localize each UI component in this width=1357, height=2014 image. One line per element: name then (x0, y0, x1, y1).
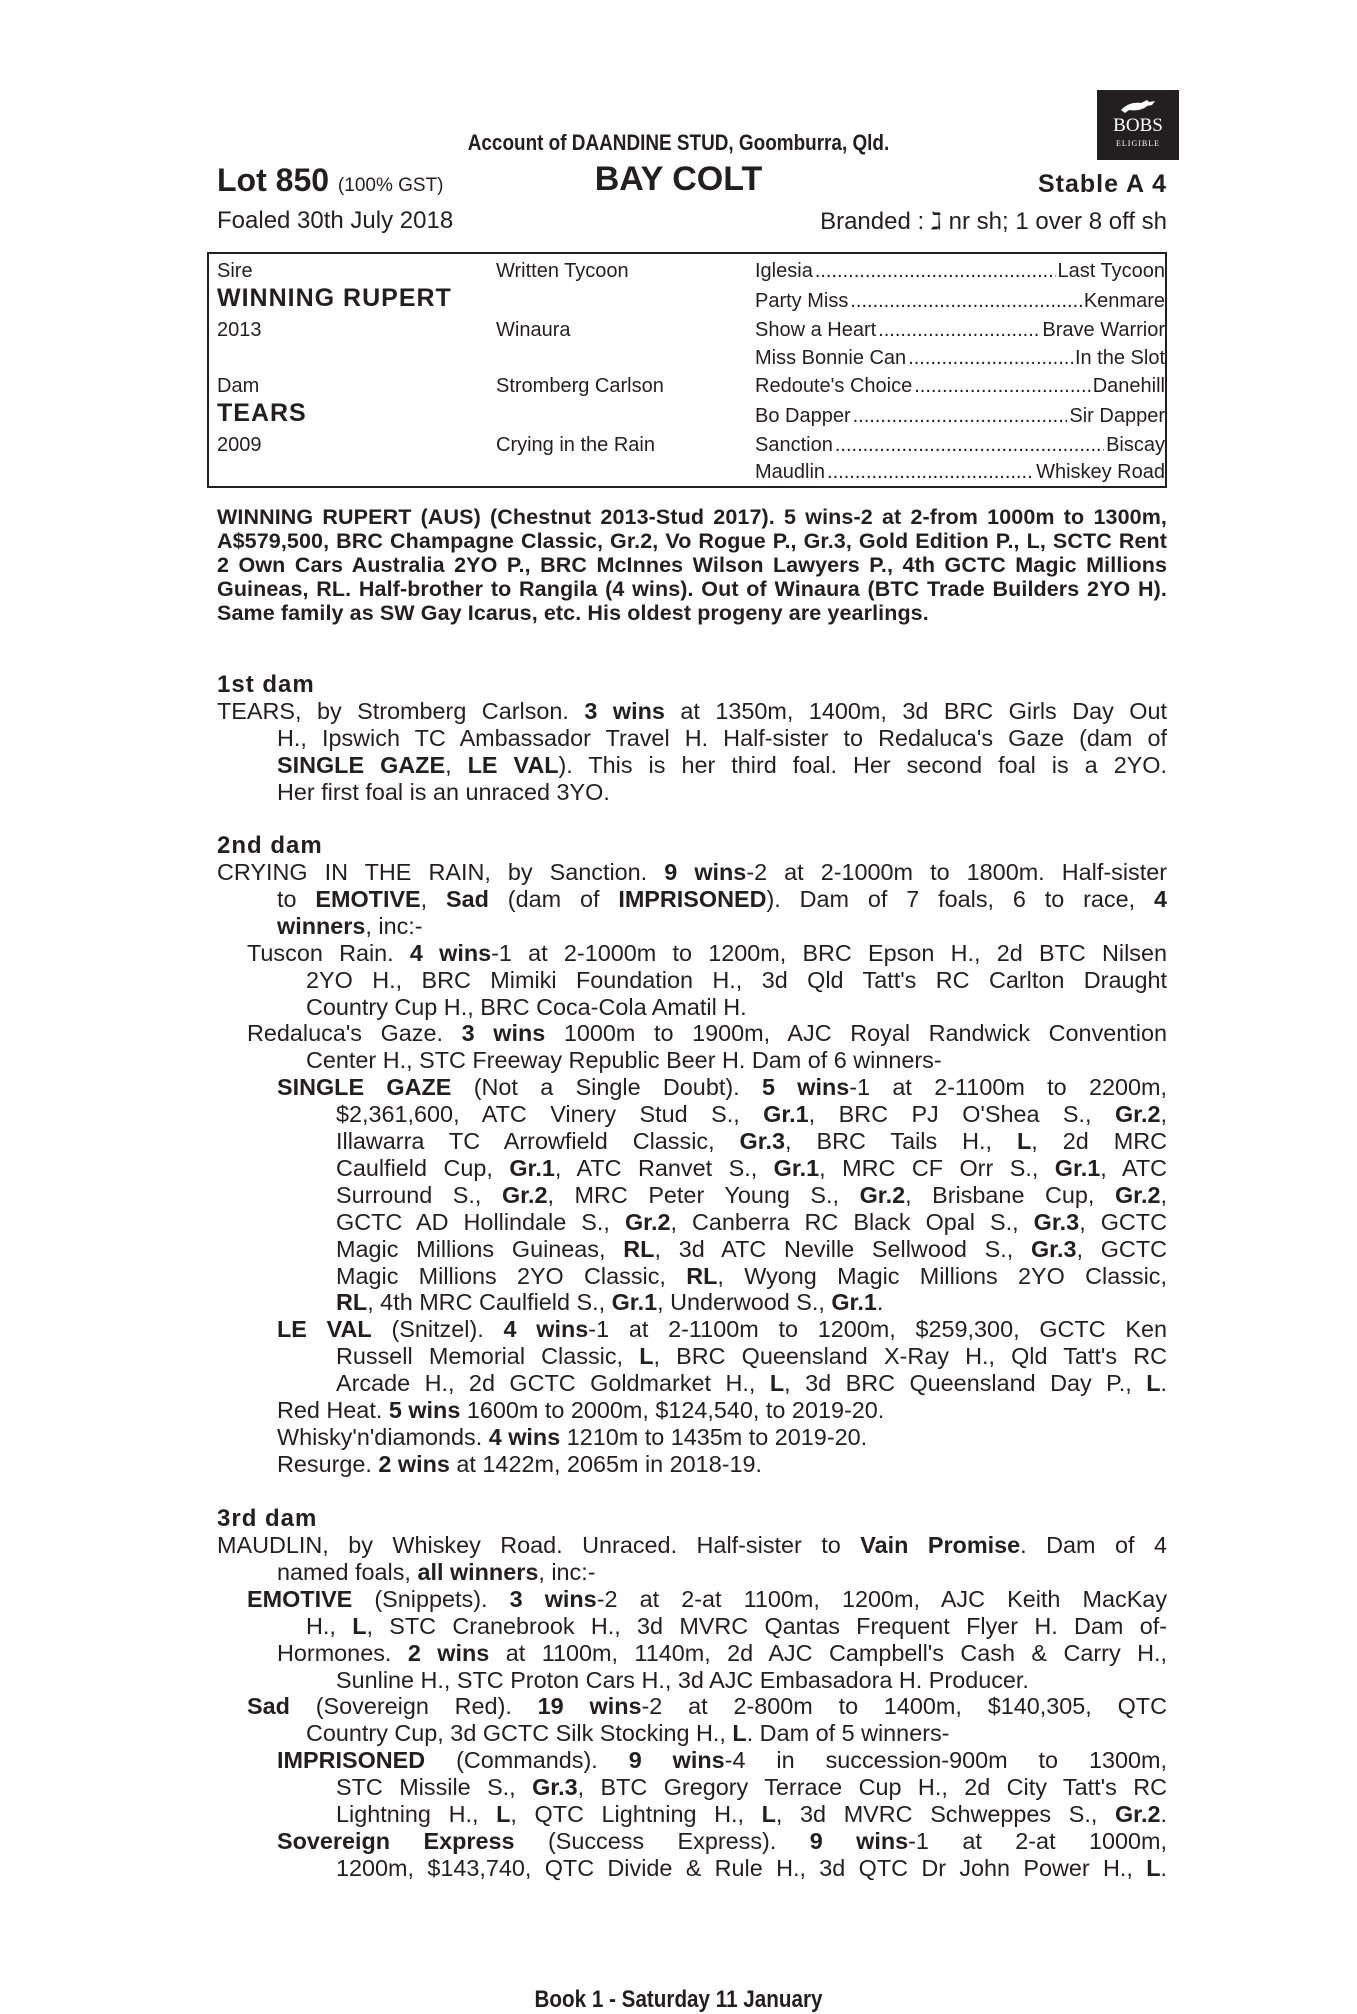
text-run: H., (306, 1612, 353, 1639)
bold-run: L (639, 1343, 654, 1370)
text-run: Surround S., (336, 1181, 502, 1208)
text-line (277, 913, 1167, 940)
bold-run: LE VAL (277, 1316, 372, 1343)
text-line (336, 1855, 1167, 1882)
text-line (217, 1532, 1167, 1559)
text-line (336, 1801, 1167, 1828)
text-line (306, 1720, 1167, 1747)
bold-run: Vain Promise (860, 1532, 1021, 1558)
pedigree-g2-row (755, 347, 1165, 369)
sire-summary: WINNING RUPERT (AUS) (Chestnut 2013-Stud 2017). 5 wins-2 at 2-from 1000m to 1300m, A$579,500, BRC Champagne Classic, Gr.2, Vo Rogue P., Gr.3, Gold Edition P., L, SCTC Rent 2 Own Cars Australia 2YO P., BRC McInnes Wilson Lawyers P., 4th GCTC Magic Millions Guineas, RL. Half-brother to Rangila (4 wins). Out of Winaura (BTC Trade Builders 2YO H). Same family as SW Gay Icarus, etc. His oldest progeny are yearlings. (217, 505, 1167, 625)
bold-run: 3 wins (461, 1020, 546, 1047)
pedigree-g1-1: Winaura (496, 319, 571, 341)
text-run: -1 at 2-at 1000m, (908, 1827, 1167, 1854)
text-run: 2YO H., BRC Mimiki Foundation H., 3d Qld Tatt's RC Carlton Draught (306, 966, 1167, 993)
text-run: -2 at 2-at 1100m, 1200m, AJC Keith MacKay (596, 1585, 1168, 1612)
g2-sire: Kenmare (1083, 290, 1165, 312)
bold-run: L (769, 1370, 785, 1397)
text-line (336, 1667, 1167, 1694)
bold-run: all winners (417, 1558, 539, 1585)
text-line (217, 859, 1167, 886)
text-line (277, 1747, 1167, 1774)
brand-marks: Branded : ℷ nr sh; 1 over 8 off sh (820, 208, 1167, 235)
horse-icon (1119, 98, 1157, 114)
g2-dam: Bo Dapper (755, 405, 851, 427)
text-run: , Wyong Magic Millions 2YO Classic, (717, 1262, 1167, 1289)
text-run: -2 at 2-1000m to 1800m. Half-sister (746, 859, 1168, 885)
text-run: Sunline H., STC Proton Cars H., 3d AJC Embasadora H. Producer. (336, 1666, 1029, 1693)
g2-dam: Iglesia (755, 260, 813, 282)
text-line (277, 1640, 1167, 1667)
bold-run: L (732, 1720, 747, 1747)
text-run: , Underwood S., (657, 1289, 832, 1316)
text-line (247, 1693, 1167, 1720)
text-run: (dam of (488, 885, 619, 912)
text-run: -1 at 2-1100m to 2200m, (849, 1074, 1167, 1101)
g2-dam: Maudlin (755, 461, 826, 483)
text-run: , inc:- (365, 912, 423, 939)
text-run: TEARS, by Stromberg Carlson. (217, 698, 585, 724)
text-run: . Dam of 5 winners- (746, 1720, 950, 1747)
text-run: , 3d BRC Queensland Day P., (784, 1370, 1147, 1397)
text-run: Center H., STC Freeway Republic Beer H. Dam of 6 winners- (306, 1047, 942, 1074)
bold-run: Gr.1 (611, 1289, 658, 1316)
text-run: (Sovereign Red). (289, 1693, 538, 1720)
text-run: , GCTC (1079, 1208, 1167, 1235)
text-line (336, 1263, 1167, 1290)
text-line (336, 1155, 1167, 1182)
bold-run: EMOTIVE (315, 885, 421, 912)
bold-run: 9 wins (809, 1827, 909, 1854)
g2-dam: Miss Bonnie Can (755, 347, 907, 369)
bold-run: 4 wins (503, 1316, 589, 1343)
text-run: , ATC Ranvet S., (554, 1154, 774, 1181)
text-run: Her first foal is an unraced 3YO. (277, 778, 610, 805)
text-run: , STC Cranebrook H., 3d MVRC Qantas Frequent Flyer H. Dam of- (366, 1612, 1167, 1639)
text-run: , Brisbane Cup, (905, 1181, 1115, 1208)
text-run: -4 in succession-900m to 1300m, (724, 1747, 1167, 1774)
text-run: Whisky'n'diamonds. (277, 1423, 489, 1450)
bold-run: L (1146, 1854, 1161, 1881)
pedigree-g2-row (755, 405, 1165, 427)
text-run: , (420, 885, 447, 912)
bold-run: Gr.2 (1114, 1101, 1161, 1128)
text-line (277, 1424, 1167, 1451)
bold-run: Gr.2 (1114, 1801, 1161, 1827)
bold-run: 9 wins (628, 1747, 725, 1774)
text-line (336, 1128, 1167, 1155)
text-line (336, 1343, 1167, 1370)
text-run: , 4th MRC Caulfield S., (367, 1289, 612, 1316)
text-run: , BTC Gregory Terrace Cup H., 2d City Tatt's RC (577, 1774, 1167, 1801)
text-line (277, 1559, 1167, 1586)
bold-run: Gr.1 (773, 1154, 820, 1181)
text-run: , BRC Queensland X-Ray H., Qld Tatt's RC (653, 1343, 1167, 1370)
g2-dam: Redoute's Choice (755, 375, 913, 397)
text-run: STC Missile S., (336, 1774, 533, 1801)
text-run: , (1160, 1181, 1167, 1208)
bold-run: 4 wins (409, 939, 492, 966)
bold-run: 2 wins (378, 1450, 450, 1477)
text-run: Magic Millions 2YO Classic, (336, 1262, 687, 1289)
stable-location: Stable A 4 (1037, 170, 1167, 198)
text-run: . (1160, 1854, 1167, 1881)
bold-run: Sad (247, 1693, 290, 1720)
bold-run: 3 wins (584, 698, 665, 724)
text-run: Lightning H., (336, 1801, 497, 1827)
text-run: , ATC (1100, 1154, 1168, 1181)
text-line (336, 1289, 1167, 1316)
pedigree-g1-3: Crying in the Rain (496, 434, 655, 456)
text-run: (Success Express). (514, 1827, 810, 1854)
text-line (277, 1828, 1167, 1855)
logo-text: BOBS (1113, 115, 1163, 136)
bold-run: Gr.1 (509, 1154, 555, 1181)
bold-run: 3 wins (509, 1585, 597, 1612)
dam-year: 2009 (217, 434, 262, 456)
text-run: Russell Memorial Classic, (336, 1343, 640, 1370)
text-run: , BRC Tails H., (785, 1128, 1017, 1154)
bold-run: Gr.1 (763, 1101, 809, 1128)
bold-run: Gr.2 (859, 1181, 906, 1208)
text-line (336, 1182, 1167, 1209)
bold-run: L (1017, 1128, 1032, 1154)
bold-run: SINGLE GAZE (277, 751, 446, 778)
text-run: -2 at 2-800m to 1400m, $140,305, QTC (641, 1693, 1167, 1720)
bold-run: IMPRISONED (618, 885, 767, 912)
horse-description: BAY COLT (594, 160, 763, 198)
text-run: CRYING IN THE RAIN, by Sanction. (217, 859, 665, 885)
foaling-date: Foaled 30th July 2018 (217, 207, 454, 234)
text-line (277, 725, 1167, 752)
text-run: Caulfield Cup, (336, 1154, 510, 1181)
text-run: , inc:- (538, 1558, 596, 1585)
g2-dam: Party Miss (755, 290, 849, 312)
sire-label: Sire (217, 260, 253, 282)
pedigree-g1-0: Written Tycoon (496, 260, 629, 282)
text-run: (Commands). (425, 1747, 629, 1774)
g2-sire: Brave Warrior (1042, 319, 1165, 341)
text-run: 1000m to 1900m, AJC Royal Randwick Convention (545, 1020, 1167, 1047)
text-line (277, 1451, 1167, 1478)
text-run: Magic Millions Guineas, (336, 1235, 624, 1262)
pedigree-g1-2: Stromberg Carlson (496, 375, 664, 397)
lot-label: Lot 850 (217, 162, 330, 198)
g2-sire: Last Tycoon (1057, 260, 1165, 282)
gst-note: (100% GST) (337, 175, 444, 196)
bold-run: Gr.2 (1114, 1181, 1161, 1208)
text-run: Country Cup, 3d GCTC Silk Stocking H., (306, 1720, 733, 1747)
bold-run: RL (336, 1289, 368, 1316)
bold-run: LE VAL (467, 751, 559, 778)
bold-run: RL (623, 1235, 655, 1262)
text-run: MAUDLIN, by Whiskey Road. Unraced. Half-sister to (217, 1532, 861, 1558)
sire-year: 2013 (217, 319, 262, 341)
bold-run: SINGLE GAZE (277, 1074, 452, 1101)
text-run: ). This is her third foal. Her second foal is a 2YO. (558, 751, 1167, 778)
text-run: . Dam of 4 (1020, 1532, 1167, 1558)
text-run: (Not a Single Doubt). (451, 1074, 762, 1101)
pedigree-g2-row (755, 434, 1165, 456)
text-line (277, 752, 1167, 779)
text-run: , (445, 751, 468, 778)
second-dam-heading: 2nd dam (217, 832, 323, 859)
bold-run: Gr.2 (624, 1208, 671, 1235)
bold-run: 19 wins (537, 1693, 642, 1720)
g2-sire: Biscay (1106, 434, 1165, 456)
bold-run: L (352, 1612, 367, 1639)
text-line (306, 1047, 1167, 1074)
pedigree-g2-row (755, 260, 1165, 282)
text-run: , (1160, 1101, 1167, 1128)
pedigree-g2-row (755, 461, 1165, 483)
bold-run: 9 wins (664, 859, 747, 885)
g2-dam: Show a Heart (755, 319, 877, 341)
text-line (247, 940, 1167, 967)
text-run: GCTC AD Hollindale S., (336, 1208, 625, 1235)
text-line (336, 1370, 1167, 1397)
text-line (336, 1236, 1167, 1263)
text-run: -1 at 2-1000m to 1200m, BRC Epson H., 2d BTC Nilsen (491, 939, 1167, 966)
dam-label: Dam (217, 375, 260, 397)
text-run: Resurge. (277, 1450, 379, 1477)
text-run: , MRC Peter Young S., (547, 1181, 860, 1208)
page-footer: Book 1 - Saturday 11 January (534, 1986, 823, 2013)
text-run: 1210m to 1435m to 2019-20. (560, 1423, 868, 1450)
text-run: Red Heat. (277, 1397, 389, 1423)
bold-run: IMPRISONED (277, 1747, 426, 1774)
bold-run: L (496, 1801, 511, 1827)
g2-dam: Sanction (755, 434, 833, 456)
bold-run: winners (277, 912, 366, 939)
text-run: -1 at 2-1100m to 1200m, $259,300, GCTC Ken (588, 1316, 1167, 1343)
pedigree-g2-row (755, 290, 1165, 312)
text-line (306, 994, 1167, 1021)
g2-sire: Danehill (1092, 375, 1165, 397)
text-line (277, 1397, 1167, 1424)
vendor-account: Account of DAANDINE STUD, Goomburra, Qld. (467, 130, 890, 155)
text-line (336, 1774, 1167, 1801)
text-run: . (876, 1289, 884, 1316)
g2-sire: In the Slot (1074, 347, 1165, 369)
pedigree-g2-row (755, 375, 1165, 397)
text-run: , 2d MRC (1031, 1128, 1167, 1154)
text-run: $2,361,600, ATC Vinery Stud S., (336, 1101, 764, 1128)
text-run: , MRC CF Orr S., (819, 1154, 1055, 1181)
text-run: , GCTC (1076, 1235, 1168, 1262)
bold-run: L (1146, 1370, 1161, 1397)
bold-run: Gr.3 (739, 1128, 786, 1154)
bold-run: 2 wins (407, 1639, 490, 1666)
bold-run: Gr.3 (532, 1774, 578, 1801)
text-run: Country Cup H., BRC Coca-Cola Amatil H. (306, 993, 747, 1020)
text-line (336, 1101, 1167, 1128)
bold-run: Gr.3 (1030, 1235, 1077, 1262)
bold-run: Sad (446, 885, 489, 912)
sire-name: WINNING RUPERT (217, 284, 452, 312)
text-line (306, 967, 1167, 994)
bold-run: Gr.1 (831, 1289, 877, 1316)
bold-run: Sovereign Express (277, 1827, 515, 1854)
text-run: 1600m to 2000m, $124,540, to 2019-20. (460, 1397, 885, 1423)
bold-run: RL (686, 1262, 718, 1289)
text-run: to (277, 885, 316, 912)
text-run: at 1422m, 2065m in 2018-19. (449, 1450, 763, 1477)
text-run: at 1350m, 1400m, 3d BRC Girls Day Out (664, 698, 1167, 724)
g2-sire: Sir Dapper (1069, 405, 1165, 427)
text-run: (Snippets). (352, 1585, 510, 1612)
text-run: , QTC Lightning H., (510, 1801, 762, 1827)
third-dam-heading: 3rd dam (217, 1505, 318, 1532)
text-run: ). Dam of 7 foals, 6 to race, (766, 885, 1154, 912)
text-run: named foals, (277, 1558, 418, 1585)
text-run: Tuscon Rain. (247, 939, 410, 966)
text-run: , BRC PJ O'Shea S., (808, 1101, 1115, 1128)
bold-run: L (761, 1801, 776, 1827)
bold-run: 4 wins (488, 1423, 561, 1450)
text-run: Illawarra TC Arrowfield Classic, (336, 1128, 740, 1154)
text-run: Hormones. (277, 1639, 408, 1666)
text-run: . (1160, 1370, 1167, 1397)
bold-run: Gr.1 (1054, 1154, 1101, 1181)
bold-run: 5 wins (388, 1397, 461, 1423)
text-run: 1200m, $143,740, QTC Divide & Rule H., 3d QTC Dr John Power H., (336, 1854, 1147, 1881)
text-line (336, 1209, 1167, 1236)
dam-name: TEARS (217, 399, 307, 427)
text-run: , 3d ATC Neville Sellwood S., (654, 1235, 1031, 1262)
text-run: (Snitzel). (371, 1316, 504, 1343)
text-line (247, 1020, 1167, 1047)
text-run: at 1100m, 1140m, 2d AJC Campbell's Cash & Carry H., (489, 1639, 1167, 1666)
bold-run: 5 wins (761, 1074, 850, 1101)
text-run: , Canberra RC Black Opal S., (670, 1208, 1034, 1235)
text-line (217, 698, 1167, 725)
text-line (247, 1586, 1167, 1613)
bold-run: Gr.3 (1033, 1208, 1080, 1235)
text-line (277, 886, 1167, 913)
g2-sire: Whiskey Road (1036, 461, 1165, 483)
text-line (277, 779, 1167, 806)
text-run: Redaluca's Gaze. (247, 1020, 462, 1047)
bold-run: EMOTIVE (247, 1585, 353, 1612)
text-line (277, 1316, 1167, 1343)
text-run: H., Ipswich TC Ambassador Travel H. Half-sister to Redaluca's Gaze (dam of (277, 724, 1167, 751)
text-line (277, 1074, 1167, 1101)
text-run: , 3d MVRC Schweppes S., (775, 1801, 1115, 1827)
pedigree-g2-row (755, 319, 1165, 341)
text-run: Arcade H., 2d GCTC Goldmarket H., (336, 1370, 770, 1397)
bold-run: 4 (1154, 885, 1168, 912)
text-run: . (1160, 1801, 1167, 1827)
logo-subtext: ELIGIBLE (1116, 139, 1160, 148)
first-dam-heading: 1st dam (217, 671, 315, 698)
bold-run: Gr.2 (501, 1181, 548, 1208)
text-line (306, 1613, 1167, 1640)
